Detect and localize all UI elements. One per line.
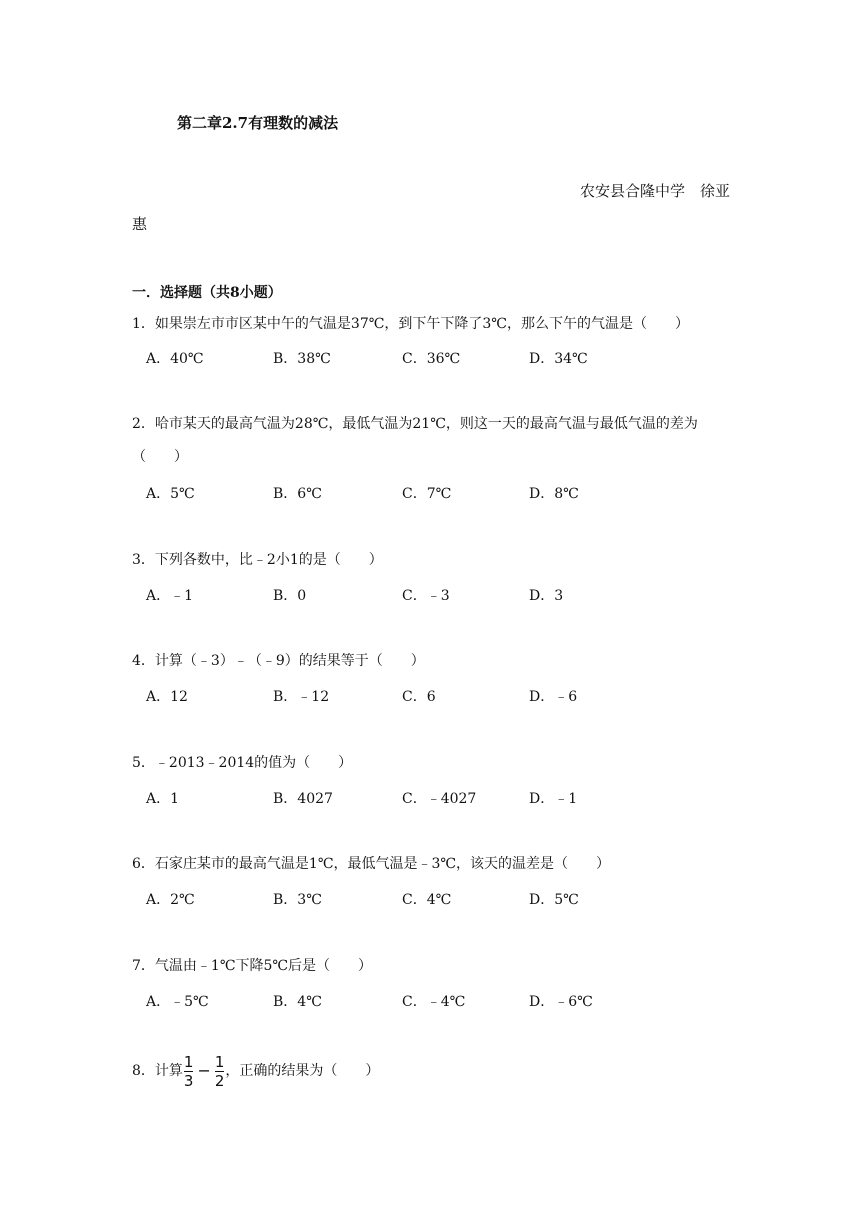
option-a: A．12 [146,689,188,705]
option-c: C．4℃ [402,892,452,908]
question-5-options [146,788,746,808]
option-b: B．﹣12 [273,689,330,705]
question-1-options [146,348,746,368]
fraction-2-numerator: 1 [214,1052,225,1071]
author-line-1: 农安县合隆中学 徐亚 [579,182,730,200]
question-5: 5．﹣2013﹣2014的值为（ ） [132,755,353,771]
option-d: D．﹣6℃ [529,994,593,1010]
option-b: B．3℃ [273,892,322,908]
question-4: 4．计算（﹣3）﹣（﹣9）的结果等于（ ） [132,653,425,669]
option-a: A．40℃ [146,351,204,367]
fraction-one-third [184,1054,194,1089]
question-7-options [146,991,746,1011]
fraction-2-denominator: 2 [214,1071,225,1090]
option-a: A．﹣5℃ [146,994,209,1010]
question-8-suffix: ，正确的结果为（ ） [225,1063,380,1079]
option-b: B．38℃ [273,351,331,367]
option-a: A．2℃ [146,892,195,908]
page-title: 第二章2.7有理数的减法 [177,114,339,132]
option-d: D．3 [529,588,564,604]
option-d: D．﹣1 [529,791,578,807]
question-8-prefix: 8．计算 [132,1063,183,1079]
question-6-options [146,889,746,909]
option-c: C．6 [402,689,436,705]
section-heading: 一．选择题（共8小题） [132,285,282,301]
option-d: D．5℃ [529,892,579,908]
question-3: 3．下列各数中，比﹣2小1的是（ ） [132,552,383,568]
question-6: 6．石家庄某市的最高气温是1℃，最低气温是﹣3℃，该天的温差是（ ） [132,856,611,872]
fraction-1-denominator: 3 [183,1071,194,1090]
question-3-options [146,585,746,605]
option-c: C．﹣4℃ [402,994,466,1010]
option-b: B．4℃ [273,994,322,1010]
option-c: C．7℃ [402,486,452,502]
question-2-options [146,483,746,503]
option-d: D．8℃ [529,486,579,502]
option-a: A．1 [146,791,180,807]
option-a: A．5℃ [146,486,195,502]
option-b: B．4027 [273,791,333,807]
question-2: 2．哈市某天的最高气温为28℃，最低气温为21℃，则这一天的最高气温与最低气温的差为（ ） [132,416,698,465]
minus-sign: − [197,1061,211,1080]
question-4-options [146,686,746,706]
question-7: 7．气温由﹣1℃下降5℃后是（ ） [132,958,373,974]
option-a: A．﹣1 [146,588,194,604]
option-b: B．6℃ [273,486,322,502]
fraction-1-numerator: 1 [183,1052,194,1071]
option-b: B．0 [273,588,307,604]
option-d: D．34℃ [529,351,588,367]
option-d: D．﹣6 [529,689,578,705]
option-c: C．﹣4027 [402,791,477,807]
question-8 [132,1053,732,1089]
option-c: C．36℃ [402,351,461,367]
author-line-2: 惠 [132,215,148,233]
question-1: 1．如果崇左市市区某中午的气温是37℃，到下午下降了3℃，那么下午的气温是（ ） [132,316,689,332]
option-c: C．﹣3 [402,588,450,604]
fraction-one-half [215,1054,225,1089]
